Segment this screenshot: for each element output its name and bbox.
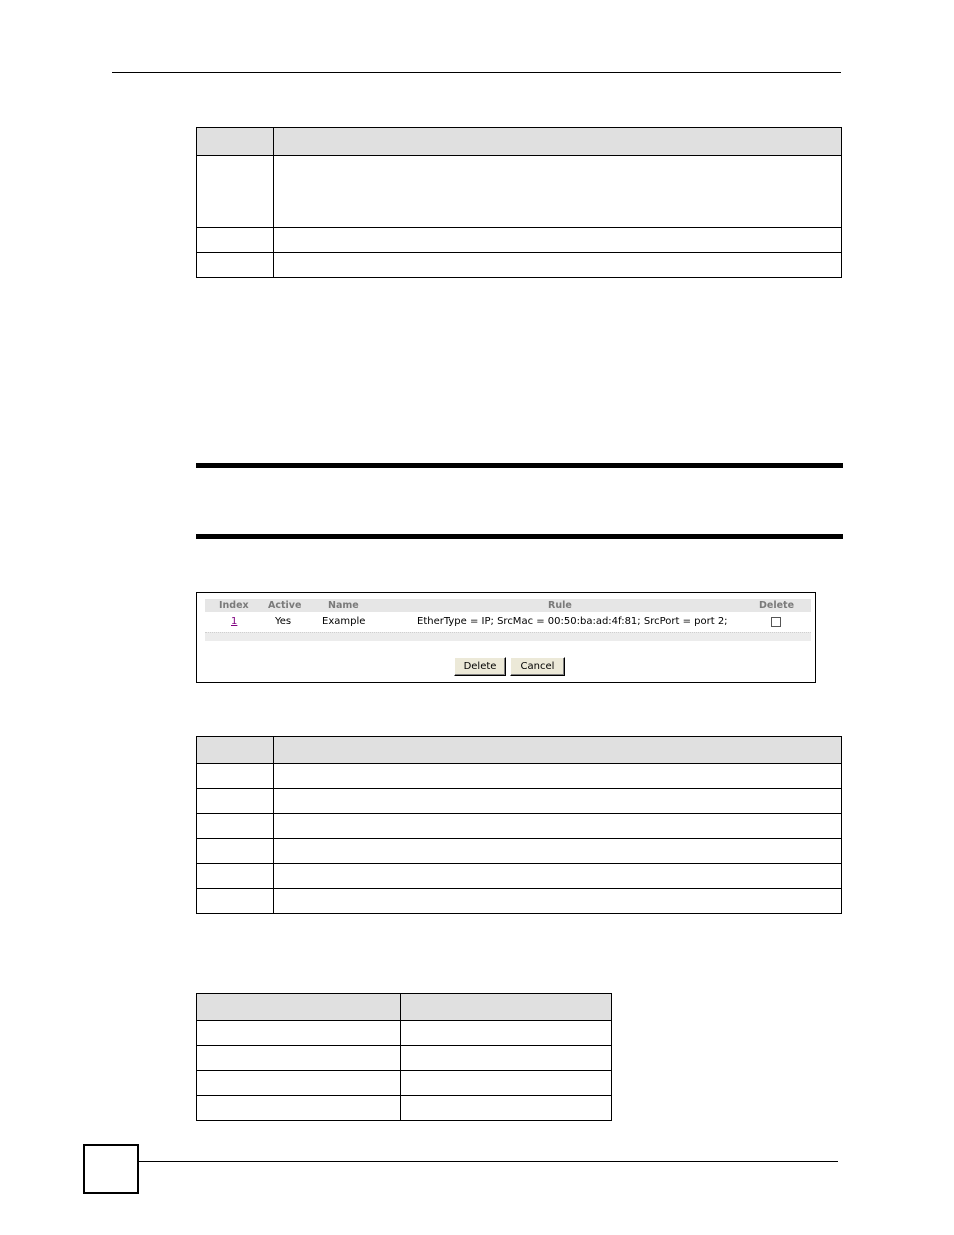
table-row — [197, 789, 842, 814]
footer-rule — [139, 1161, 838, 1162]
table-row — [197, 764, 842, 789]
table-row — [197, 156, 842, 228]
table-row — [197, 864, 842, 889]
table-cell — [274, 839, 842, 864]
header-rule — [112, 72, 841, 73]
page-number-box — [83, 1144, 139, 1194]
table-footer-stripe — [205, 632, 811, 641]
table-cell — [274, 814, 842, 839]
table-header-cell — [274, 128, 842, 156]
table-header-cell — [197, 128, 274, 156]
section-rule-bottom — [196, 534, 843, 539]
table-header-row — [197, 737, 842, 764]
table-cell — [274, 228, 842, 253]
table-row — [197, 839, 842, 864]
table-row — [197, 253, 842, 278]
table-cell — [274, 889, 842, 914]
table-cell — [197, 1071, 401, 1096]
bottom-table — [196, 993, 612, 1121]
table-cell — [197, 764, 274, 789]
table-cell — [197, 1046, 401, 1071]
rules-table-header — [205, 599, 811, 612]
middle-table — [196, 736, 842, 914]
table-cell — [274, 864, 842, 889]
table-row — [197, 228, 842, 253]
table-cell — [197, 864, 274, 889]
cancel-button[interactable]: Cancel — [510, 657, 565, 676]
section-rule-top — [196, 463, 843, 468]
header-active: Active — [268, 600, 302, 611]
table-cell — [274, 764, 842, 789]
table-cell — [197, 156, 274, 228]
table-row — [197, 1071, 612, 1096]
table-header-cell — [197, 994, 401, 1021]
table-row — [197, 1096, 612, 1121]
table-cell — [274, 789, 842, 814]
top-table — [196, 127, 842, 278]
table-cell — [401, 1071, 612, 1096]
class-rules-screenshot — [196, 592, 816, 683]
table-cell — [401, 1096, 612, 1121]
delete-checkbox[interactable] — [771, 617, 781, 627]
table-header-row — [197, 128, 842, 156]
table-cell — [197, 228, 274, 253]
table-header-cell — [401, 994, 612, 1021]
table-row — [197, 889, 842, 914]
header-rule: Rule — [548, 600, 572, 611]
delete-button[interactable]: Delete — [454, 657, 506, 676]
table-header-cell — [197, 737, 274, 764]
table-cell — [197, 889, 274, 914]
table-cell — [401, 1046, 612, 1071]
table-cell — [274, 253, 842, 278]
table-cell — [401, 1021, 612, 1046]
table-cell — [197, 1096, 401, 1121]
table-cell — [197, 814, 274, 839]
table-header-cell — [274, 737, 842, 764]
table-header-row — [197, 994, 612, 1021]
table-cell — [197, 253, 274, 278]
table-cell — [197, 789, 274, 814]
table-cell — [274, 156, 842, 228]
name-value: Example — [322, 616, 366, 627]
header-delete: Delete — [759, 600, 795, 611]
table-row — [197, 1021, 612, 1046]
rule-value: EtherType = IP; SrcMac = 00:50:ba:ad:4f:81; SrcPort = port 2; — [417, 616, 728, 627]
table-cell — [197, 839, 274, 864]
index-link[interactable]: 1 — [231, 616, 238, 627]
table-row — [205, 614, 811, 630]
active-value: Yes — [275, 616, 292, 627]
header-index: Index — [219, 600, 249, 611]
header-name: Name — [328, 600, 359, 611]
table-cell — [197, 1021, 401, 1046]
table-row — [197, 814, 842, 839]
table-row — [197, 1046, 612, 1071]
